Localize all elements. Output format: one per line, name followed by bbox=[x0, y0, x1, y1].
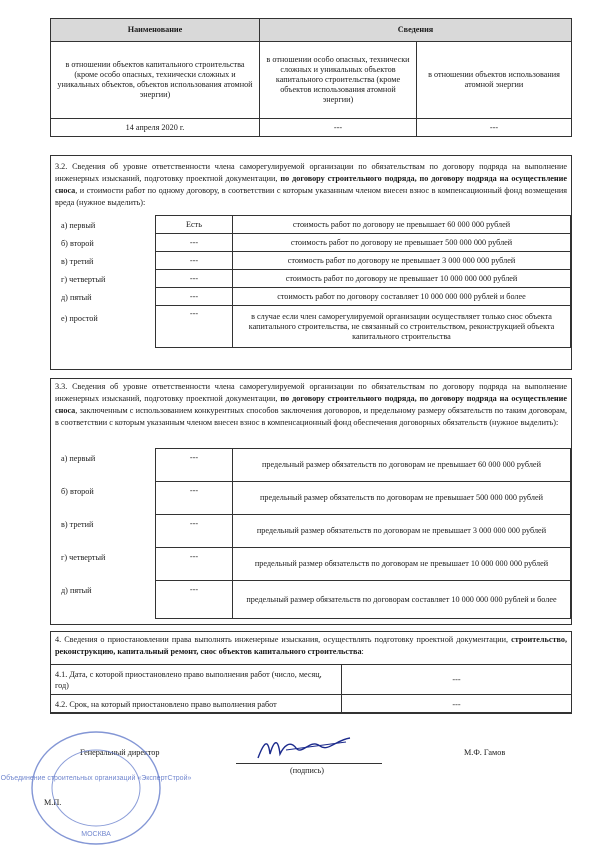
level-desc: предельный размер обязательств по договорам не превышает 500 000 000 рублей bbox=[233, 482, 571, 515]
level-mark: --- bbox=[156, 449, 233, 482]
level-desc: стоимость работ по договору не превышает 60 000 000 рублей bbox=[233, 216, 571, 234]
level-mark: --- bbox=[156, 270, 233, 288]
level-mark: --- bbox=[156, 515, 233, 548]
cell-date: 14 апреля 2020 г. bbox=[51, 119, 260, 137]
mp-label: М.П. bbox=[44, 798, 62, 807]
level-mark: --- bbox=[156, 548, 233, 581]
level-label: в) третий bbox=[61, 520, 94, 529]
section-3-2-text: 3.2. Сведения об уровне ответственности члена саморегулируемой организации по обязательствам по договору подряда на выполнение инженерных изысканий, подготовку проектной документации, по договору строительного подряда, по договору подряда на осуществление сноса, и стоимости работ по одному договору, в соответствии с которым указанным членом внесен взнос в компенсационный фонд возмещения вреда (нужное выделить): bbox=[55, 162, 567, 207]
section-4 bbox=[50, 631, 572, 713]
stamp-text: Объединение строительных организаций «ЭкспертСтрой» bbox=[0, 775, 192, 782]
handwritten-signature bbox=[250, 728, 360, 766]
s4-table bbox=[50, 664, 572, 714]
top-table bbox=[50, 18, 572, 137]
level-label: г) четвертый bbox=[61, 275, 106, 284]
level-desc: стоимость работ по договору составляет 10 000 000 000 рублей и более bbox=[233, 288, 571, 306]
organization-stamp bbox=[0, 728, 192, 848]
section-3-2 bbox=[50, 155, 572, 370]
cell-dash-1: --- bbox=[260, 119, 417, 137]
signer-name: М.Ф. Гамов bbox=[464, 748, 506, 757]
level-label: а) первый bbox=[61, 221, 96, 230]
signature-caption: (подпись) bbox=[290, 766, 324, 775]
header-name: Наименование bbox=[51, 19, 260, 42]
suspension-term-label: 4.2. Срок, на который приостановлено право выполнения работ bbox=[51, 695, 342, 714]
signer-position: Генеральный директор bbox=[80, 748, 160, 757]
level-mark: --- bbox=[156, 234, 233, 252]
section-3-3 bbox=[50, 378, 572, 625]
level-desc: стоимость работ по договору не превышает 3 000 000 000 рублей bbox=[233, 252, 571, 270]
level-label: а) первый bbox=[61, 454, 96, 463]
s32-levels-table bbox=[155, 215, 571, 348]
level-label: д) пятый bbox=[61, 586, 92, 595]
level-mark: --- bbox=[156, 306, 233, 348]
level-label: б) второй bbox=[61, 487, 94, 496]
level-desc: предельный размер обязательств по договорам не превышает 60 000 000 рублей bbox=[233, 449, 571, 482]
level-label: в) третий bbox=[61, 257, 94, 266]
cell-nuclear-objects: в отношении объектов использования атомной энергии bbox=[417, 42, 572, 119]
stamp-city: МОСКВА bbox=[81, 831, 111, 838]
level-desc: предельный размер обязательств по договорам не превышает 10 000 000 000 рублей bbox=[233, 548, 571, 581]
level-label: д) пятый bbox=[61, 293, 92, 302]
level-label: е) простой bbox=[61, 314, 98, 323]
cell-regular-objects: в отношении объектов капитального строительства (кроме особо опасных, технически сложных и уникальных объектов, объектов использования атомной энергии) bbox=[51, 42, 260, 119]
level-desc: стоимость работ по договору не превышает 500 000 000 рублей bbox=[233, 234, 571, 252]
level-desc: в случае если член саморегулируемой организации осуществляет только снос объекта капитального строительства, не связанный со строительством, реконструкцией объекта капитального строительства bbox=[233, 306, 571, 348]
s33-levels-table bbox=[155, 448, 571, 619]
level-mark: --- bbox=[156, 288, 233, 306]
level-mark: Есть bbox=[156, 216, 233, 234]
section-4-text: 4. Сведения о приостановлении права выполнять инженерные изыскания, осуществлять подготовку проектной документации, строительство, реконструкцию, капитальный ремонт, снос объектов капитального строительства: bbox=[55, 635, 567, 656]
level-label: г) четвертый bbox=[61, 553, 106, 562]
suspension-date-value: --- bbox=[342, 665, 572, 695]
level-label: б) второй bbox=[61, 239, 94, 248]
level-desc: стоимость работ по договору не превышает 10 000 000 000 рублей bbox=[233, 270, 571, 288]
level-desc: предельный размер обязательств по договорам составляет 10 000 000 000 рублей и более bbox=[233, 581, 571, 619]
suspension-date-label: 4.1. Дата, с которой приостановлено право выполнения работ (число, месяц, год) bbox=[51, 665, 342, 695]
level-mark: --- bbox=[156, 252, 233, 270]
cell-dangerous-objects: в отношении особо опасных, технически сложных и уникальных объектов капитального строительства (кроме объектов использования атомной энергии) bbox=[260, 42, 417, 119]
level-mark: --- bbox=[156, 581, 233, 619]
section-3-3-text: 3.3. Сведения об уровне ответственности члена саморегулируемой организации по обязательствам по договору подряда на выполнение инженерных изысканий, подготовку проектной документации, по договору строительного подряда, по договору подряда на осуществление сноса, заключенным с использованием конкурентных способов заключения договоров, и предельному размеру обязательств по таким договорам, в соответствии с которым указанным членом внесен взнос в компенсационный фонд обеспечения договорных обязательств (нужное выделить): bbox=[55, 382, 567, 427]
cell-dash-2: --- bbox=[417, 119, 572, 137]
header-info: Сведения bbox=[260, 19, 572, 42]
level-mark: --- bbox=[156, 482, 233, 515]
level-desc: предельный размер обязательств по договорам не превышает 3 000 000 000 рублей bbox=[233, 515, 571, 548]
suspension-term-value: --- bbox=[342, 695, 572, 714]
